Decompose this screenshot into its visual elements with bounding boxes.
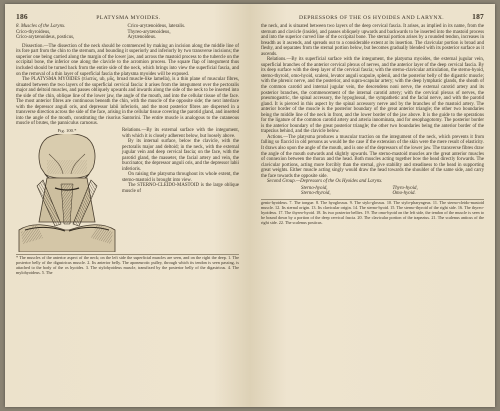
platysma-paragraph: The PLATYSMA MYOIDES (πλατύς, ub, μῦς, broad muscle-like lamella), is a thin plane of muscular fibres, situated between the two layers of the superficial cervical fascia: it arises from the integument over the pectoralis major and deltoid muscles, and passes obliquely upwards and inwards along the side of the neck to be inserted into the side of the chin, oblique line of the lower jaw, the angle of the mouth, and into the cellular tissue of the face. The most anterior fibres are continuous beneath the chin, with the muscle of the opposite side; the next interlace with the depressor anguli oris, and depressor labii inferioris, and the most posterior fibres are dispersed in a transverse direction across the side of the face, arising in the cellular tissue covering the parotid gland, and inserted into the angle of the mouth, constituting the risorius Santorini. The entire muscle is analogous to the cutaneous muscle of brutes, the panniculus carnosus. bbox=[16, 77, 240, 127]
figure-and-relations bbox=[16, 128, 239, 252]
synonym-item: Arytænoideus. bbox=[127, 35, 157, 41]
depressor-item: Thyro-hyoid, bbox=[392, 185, 418, 191]
right-page bbox=[250, 4, 495, 407]
relations-paragraph: Relations.—By its superficial surface with the integument, the platysma myoides, the external jugular vein, superficial branches of the anterior cervical plexus of nerves, and the anterior layer of the deep cervical fascia. By its deep surface with the deep layer of the cervical fascia; with the sterno-clavicular articulation, the sterno-hyoid, sterno-thyroid, omo-hyoid, scaleni, levator anguli scapulæ, splenii, and the posterior belly of the digastric muscle; with the phrenic nerve, and the posterior, and supra-scapular artery; with the deep lymphatic glands, the sheath of the common carotid and internal jugular vein, the descendens noni nerve, the external carotid artery and its posterior branches, the commencement of the internal carotid artery; with the cervical plexus of nerves, the pneumogastric, the spinal accessory, the hypoglossal, the sympathetic and the facial nerve, and with the parotid gland. It is pierced in this aspect by the spinal accessory nerve and by the branches of the mastoid artery. The anterior border of the muscle is the posterior boundary of the great anterior triangle; the other two boundaries being the middle line of the neck in front, and the lower border of the jaw above. It is the guide to the operations for the ligature of the common carotid artery and arteria innominata, and for œsophagotomy. The posterior border is the anterior boundary of the great posterior triangle; the other two boundaries being the anterior border of the trapezius behind, and the clavicle below. bbox=[261, 57, 484, 135]
depressor-item: Sterno-thyroid, bbox=[301, 191, 331, 197]
figure-100 bbox=[16, 128, 118, 252]
relations-column bbox=[122, 128, 239, 252]
raising-platysma: On raising the platysma throughout its whole extent, the sterno-mastoid is brought into view. bbox=[122, 172, 239, 183]
synonym-item: Crico-arytænoideus, posticus, bbox=[16, 35, 75, 41]
left-running-head bbox=[16, 12, 239, 21]
figure-key: genio-hyoideus. 7. The tongue. 8. The hyoglossus. 9. The stylo-glossus. 10. The stylo-pharyngeus. 11. The sterno-cleido-mastoid muscle. 12. Its sternal origin. 13. Its clavicular origin. 14. The sterno-hyoid. 15. The sterno-thyroid of the right side. 16. The thyreo-hyoideus. 17. The thyreo-hyoid. 18. Its two posterior bellies. 19. The omo-hyoid on the left side, the tendon of the muscle is seen to be bound down by a portion of the deep cervical fascia. 20. The clavicular portion of the trapezius. 21. The scalenus anticus of the right side. 22. The scalenus posticus. bbox=[261, 200, 484, 225]
actions-paragraph: Actions.—The platysma produces a muscular traction on the integument of the neck, which prevents it from falling so flaccid in old persons as would be the case if the extension of the skin were the mere result of elasticity. It draws also upon the angle of the mouth, and is one of the depressors of the lower jaw. The transverse fibres draw the angle of the mouth outwards and slightly upwards. The sterno-mastoid muscles are the great anterior muscles of connexion between the thorax and the head. Both muscles acting together bow the head directly forwards. The clavicular portions, acting more forcibly than the sternal, give stability and steadiness to the head in supporting great weights. Either muscle acting singly would draw the head towards the shoulder of the same side, and carry the face towards the opposite side. bbox=[261, 134, 484, 179]
right-running-title: DEPRESSORS OF THE OS HYOIDES AND LARYNX. bbox=[299, 15, 445, 21]
relations-external: Relations.—By its external surface with the integument, with which it is closely adherent below, but loosely above. bbox=[122, 127, 239, 139]
right-page-number: 187 bbox=[472, 12, 484, 21]
sterno-cleido-mastoid-intro: The STERNO-CLEIDO-MASTOID is the large oblique muscle of bbox=[122, 183, 239, 194]
dissection-paragraph: Dissection.—The dissection of the neck should be commenced by making an incision along the middle line of its fore part from the chin to the sternum, and bounding it superiorly and inferiorly by two transverse incisions; the superior one being carried along the margin of the lower jaw, and across the mastoid process to the tubercle on the occipital bone, the inferior one along the clavicle to the acromion process. The square flap of integument thus included should be turned back from the entire side of the neck, which brings into view the superficial fascia, and on the removal of a thin layer of superficial fascia the platysma myoides will be exposed. bbox=[16, 43, 239, 77]
neck-muscles-engraving bbox=[17, 134, 117, 252]
synonym-item: Crico-arytænoideus, lateralis. bbox=[127, 24, 186, 29]
left-running-title: PLATYSMA MYOIDES. bbox=[96, 15, 161, 21]
depressors-list bbox=[261, 186, 484, 197]
left-page-number: 186 bbox=[16, 12, 28, 21]
book-spread bbox=[5, 4, 495, 407]
depressor-item: Sterno-hyoid, bbox=[301, 185, 328, 191]
muscle-synonyms bbox=[16, 24, 239, 41]
depressor-item: Omo-hyoid. bbox=[392, 191, 416, 197]
relations-internal: By its internal surface, below the clavicle, with the pectoralis major and deltoid; in the neck, with the external jugular vein and deep cervical fascia; on the face, with the parotid gland, the masseter, the facial artery and vein, the buccinator, the depressor anguli oris, and the depressor labii inferioris. bbox=[122, 139, 239, 172]
continuation-paragraph: the neck, and is situated between two layers of the deep cervical fascia. It arises, as implied in its name, from the sternum and clavicle (inside), and passes obliquely upwards and backwards to be inserted into the mastoid process and into the superior curved line of the occipital bone. The sternal portion arises by a rounded tendon, increases in breadth as it ascends, and spreads out to a considerable extent at its insertion. The clavicular portion is broad and fleshy, and separates from the sternal portion below, but becomes gradually blended with its posterior surface as it ascends. bbox=[261, 24, 484, 57]
synonym-item: Thyreo-arytænoideus, bbox=[127, 29, 171, 35]
second-group-heading: Second Group.—Depressors of the Os Hyoides and Larynx. bbox=[267, 179, 383, 185]
synonym-item: Crico-thyroideus, bbox=[16, 29, 51, 35]
right-running-head bbox=[261, 12, 484, 21]
left-page bbox=[5, 4, 250, 407]
figure-caption: * The muscles of the anterior aspect of the neck; on the left side the superficial muscles are seen, and on the right the deep. 1. The posterior belly of the digastricus muscle. 2. Its anterior belly. The aponeurotic pulley, through which its tendon is seen passing, is attached to the body of the os hyoides. 3. The stylohyoideus muscle, transfixed by the posterior belly of the digastricus. 4. The mylohyoideus. 5. The bbox=[16, 254, 239, 275]
synonym-item: 8. Muscles of the Larynx. bbox=[16, 24, 66, 29]
figure-label: Fig. 100.* bbox=[57, 127, 77, 133]
